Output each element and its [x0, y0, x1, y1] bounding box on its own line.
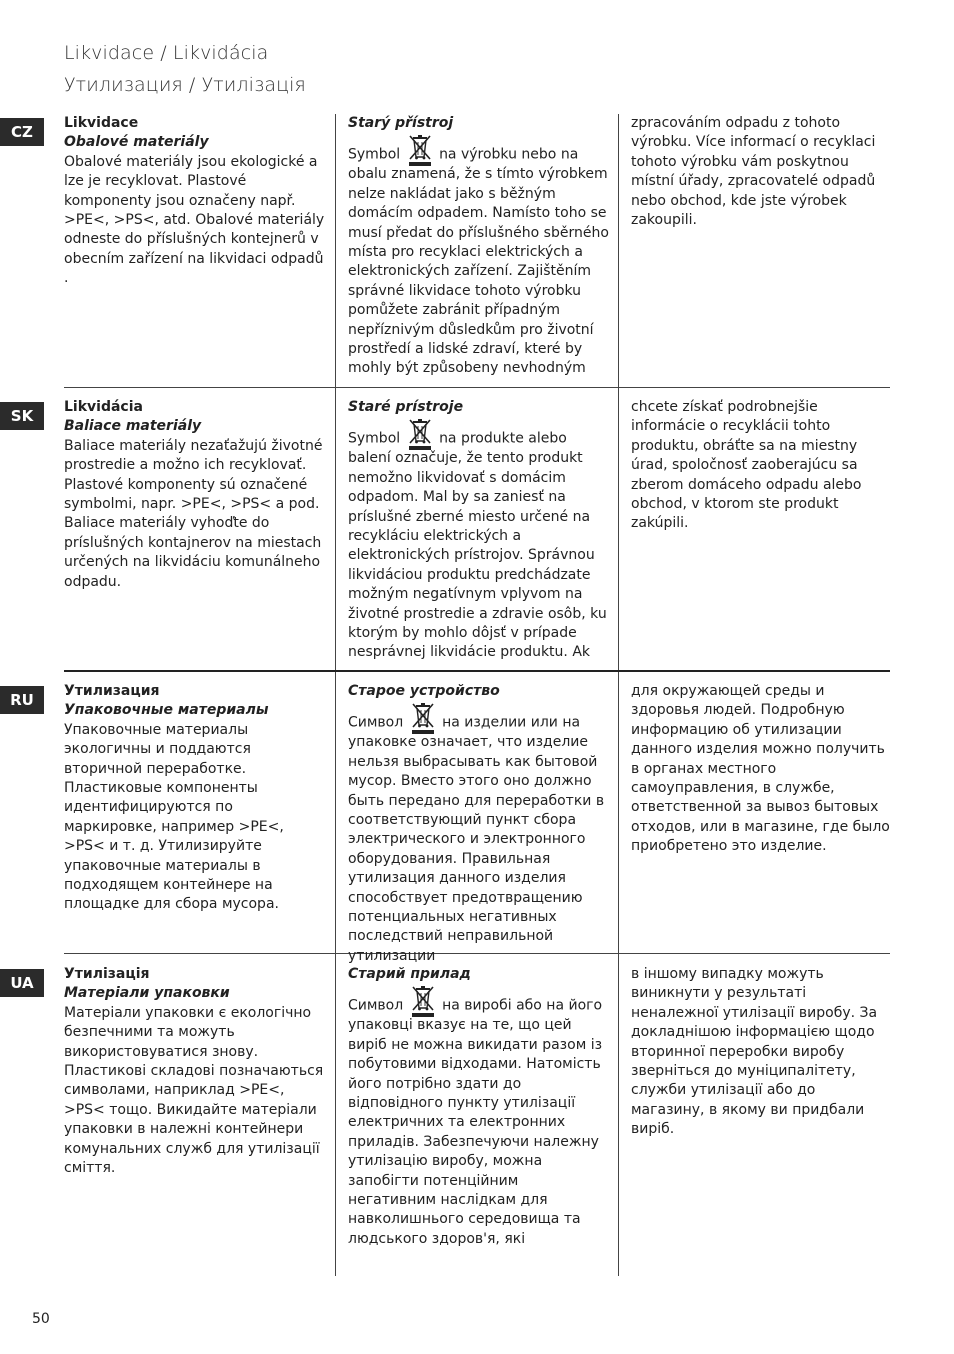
section-divider — [64, 670, 890, 672]
packaging-column — [64, 114, 328, 387]
header-title-2: Утилизация / Утилізація — [64, 74, 306, 96]
old-device-column — [348, 398, 610, 670]
lang-tab-sk: SK — [0, 402, 44, 430]
packaging-column — [64, 398, 328, 670]
section-title: Утилизация — [64, 683, 160, 699]
column-divider — [335, 672, 336, 953]
section-text: Obalové materiály jsou ekologické a lze je recyklovat. Plastové komponenty jsou označeny např. >PE<, >PS<, atd. Obalové materiály odneste do příslušných kontejnerů v obecním zařízení na likvidaci odpadů . — [64, 153, 325, 287]
column-divider — [618, 114, 619, 387]
section-cz — [64, 114, 890, 387]
section-subtitle: Матеріали упаковки — [64, 985, 230, 1002]
packaging-column — [64, 682, 328, 953]
section-subtitle: Baliace materiály — [64, 418, 202, 435]
section-text: для окружающей среды и здоровья людей. Подробную информацию об утилизации данного изделия можно получить в органах местного самоуправления, в службе, ответственной за вывоз бытовых отходов, или в магазине, где было приобретено это изделие. — [631, 683, 890, 855]
section-subtitle: Упаковочные материалы — [64, 702, 269, 719]
section-sk — [64, 398, 890, 670]
section-text: Baliace materiály nezaťažujú životné prostredie a možno ich recyklovať. Plastové komponenty sú označené symbolmi, napr. >PE<, >PS< a pod. Baliace materiály vyhoďte do príslušných kontajnerov na miestach určených na likvidáciu komunálneho odpadu. — [64, 437, 323, 590]
old-device-column — [348, 682, 610, 964]
section-subtitle: Staré prístroje — [348, 399, 464, 415]
more-info-column — [631, 965, 891, 1276]
more-info-column — [631, 398, 891, 670]
crossed-bin-icon — [410, 984, 436, 1018]
section-text — [348, 984, 610, 1249]
section-ua — [64, 965, 890, 1276]
section-text: Упаковочные материалы экологичны и поддаются вторичной переработке. Пластиковые компоненты идентифицируются по маркировке, например >PE<, >PS< и т. д. Утилизируйте упаковочные материалы в подходящем контейнере на площадке для сбора мусора. — [64, 721, 284, 913]
column-divider — [335, 954, 336, 1276]
symbol-prefix: Символ — [348, 998, 404, 1014]
section-subtitle: Старое устройство — [348, 683, 500, 699]
section-subtitle: Obalové materiály — [64, 134, 209, 151]
section-title: Likvidácia — [64, 399, 143, 415]
symbol-text: на виробі або на його упаковці вказує на те, що цей виріб не можна викидати разом із побутовими відходами. Натомість його потрібно здати до відповідного пункту утилізації електричних та електронних приладів. Забезпечуючи належну утилізацію виробу, можна запобігти потенційним негативним наслідкам для навколишнього середовища та людського здоров'я, які — [348, 998, 603, 1247]
column-divider — [618, 672, 619, 953]
section-text — [348, 701, 610, 966]
more-info-column — [631, 114, 891, 387]
column-divider — [618, 954, 619, 1276]
section-title: Утилізація — [64, 966, 150, 982]
crossed-bin-icon — [407, 417, 433, 451]
section-text: в іншому випадку можуть виникнути у результаті неналежної утилізації виробу. За докладнішою інформацією щодо вторинної переробки виробу зверніться до муніципалітету, служби утилізації або до магазину, в якому ви придбали виріб. — [631, 966, 878, 1138]
symbol-text: na produkte alebo balení označuje, že tento produkt nemožno likvidovať s domácim odpadom. Mal by sa zaniesť na príslušné zberné miesto určené na recykláciu elektrických a elektronických prístrojov. Správnou likvidáciou produktu predchádzate možným negatívnym vplyvom na životné prostredie a zdravie osôb, ku ktorým by mohlo dôjsť v prípade nesprávnej likvidácie produktu. Ak — [348, 431, 607, 661]
section-divider — [64, 387, 890, 388]
more-info-column — [631, 682, 891, 953]
old-device-column — [348, 965, 610, 1276]
packaging-column — [64, 965, 328, 1276]
section-subtitle: Старий прилад — [348, 966, 471, 982]
symbol-prefix: Символ — [348, 715, 404, 731]
lang-tab-cz: CZ — [0, 118, 44, 146]
column-divider — [335, 114, 336, 387]
section-text: zpracováním odpadu z tohoto výrobku. Více informací o recyklaci tohoto výrobku vám poskytnou místní úřady, zpracovatelé odpadů nebo obchod, kde jste výrobek zakoupili. — [631, 115, 876, 229]
symbol-text: на изделии или на упаковке означает, что изделие нельзя выбрасывать как бытовой мусор. Вместо этого оно должно быть передано для переработки в соответствующий пункт сбора электрического и электронного оборудования. Правильная утилизация данного изделия способствует предотвращению потенциальных негативных последствий неправильной утилизации — [348, 715, 605, 964]
section-text: chcete získať podrobnejšie informácie o recyklácii tohto produktu, obráťte sa na miestny úrad, spoločnosť zaoberajúcu sa zberom domáceho odpadu alebo obchod, v ktorom ste produkt zakúpili. — [631, 399, 862, 532]
symbol-text: na výrobku nebo na obalu znamená, že s tímto výrobkem nelze nakládat jako s běžným domácím odpadem. Namísto toho se musí předat do příslušného sběrného místa pro recyklaci elektrických a elektronických zařízení. Zajištěním správné likvidace tohoto výrobku pomůžete zabránit případným nepříznivým důsledkům pro životní prostředí a lidské zdraví, které by mohly být způsobeny nevhodným — [348, 147, 609, 377]
column-divider — [335, 387, 336, 670]
symbol-prefix: Symbol — [348, 431, 401, 447]
section-text — [348, 133, 610, 378]
header-title-1: Likvidace / Likvidácia — [64, 42, 269, 64]
lang-tab-ua: UA — [0, 969, 44, 997]
crossed-bin-icon — [410, 701, 436, 735]
section-ru — [64, 682, 890, 964]
crossed-bin-icon — [407, 133, 433, 167]
section-text: Матеріали упаковки є екологічно безпечними та можуть використовуватися знову. Пластикові складові позначаються символами, наприклад >PE<, >PS< тощо. Викидайте матеріали упаковки в належні контейнери комунальних служб для утилізації сміття. — [64, 1004, 324, 1177]
old-device-column — [348, 114, 610, 387]
section-text — [348, 417, 610, 662]
page-number: 50 — [32, 1311, 50, 1327]
symbol-prefix: Symbol — [348, 147, 401, 163]
section-subtitle: Starý přístroj — [348, 115, 454, 131]
column-divider — [618, 387, 619, 670]
lang-tab-ru: RU — [0, 686, 44, 714]
section-title: Likvidace — [64, 115, 139, 131]
